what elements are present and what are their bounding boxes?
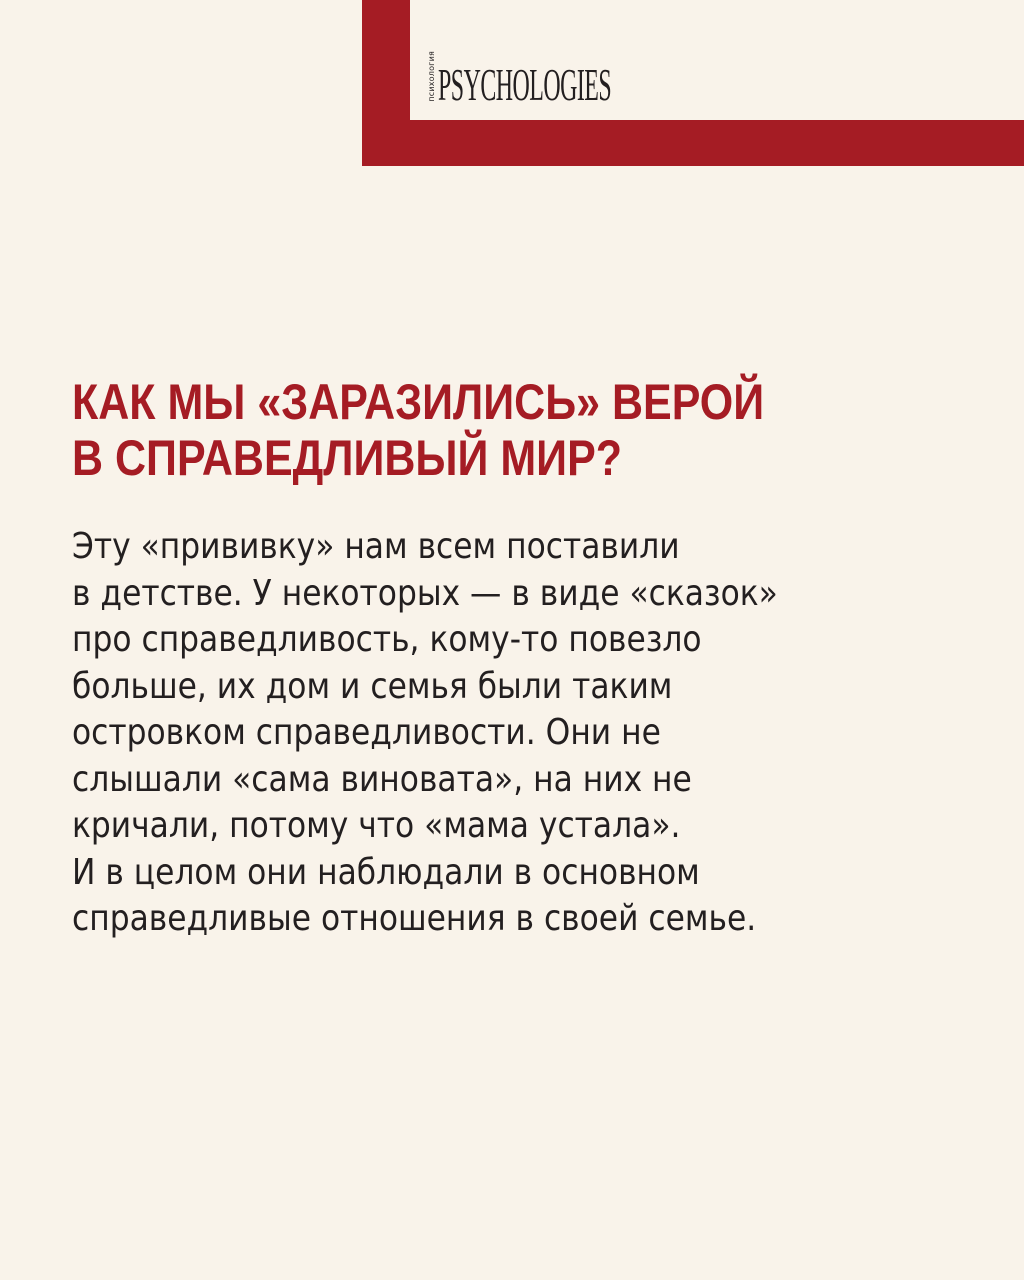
headline-line-2: В СПРАВЕДЛИВЫЙ МИР? [72, 430, 623, 486]
headline-line-1: КАК МЫ «ЗАРАЗИЛИСЬ» ВЕРОЙ [72, 374, 765, 430]
body-line-1: Эту «прививку» нам всем поставили [72, 526, 680, 567]
body-paragraph [72, 524, 972, 943]
body-line-3: про справедливость, кому-то повезло [72, 619, 702, 660]
body-line-7: кричали, потому что «мама устала». [72, 805, 681, 846]
body-line-5: островком справедливости. Они не [72, 712, 661, 753]
body-line-8: И в целом они наблюдали в основном [72, 851, 700, 893]
body-line-2: в детстве. У некоторых — в виде «сказок» [72, 572, 778, 614]
psychologies-logo [427, 51, 771, 110]
logo-small-text: психология [427, 51, 436, 102]
logo-main-text: PSYCHOLOGIES [438, 59, 612, 110]
body-line-4: больше, их дом и семья были таким [72, 665, 673, 707]
body-line-9: справедливые отношения в своей семье. [72, 898, 757, 939]
body-line-6: слышали «сама виновата», на них не [72, 758, 692, 800]
headline [72, 374, 972, 486]
